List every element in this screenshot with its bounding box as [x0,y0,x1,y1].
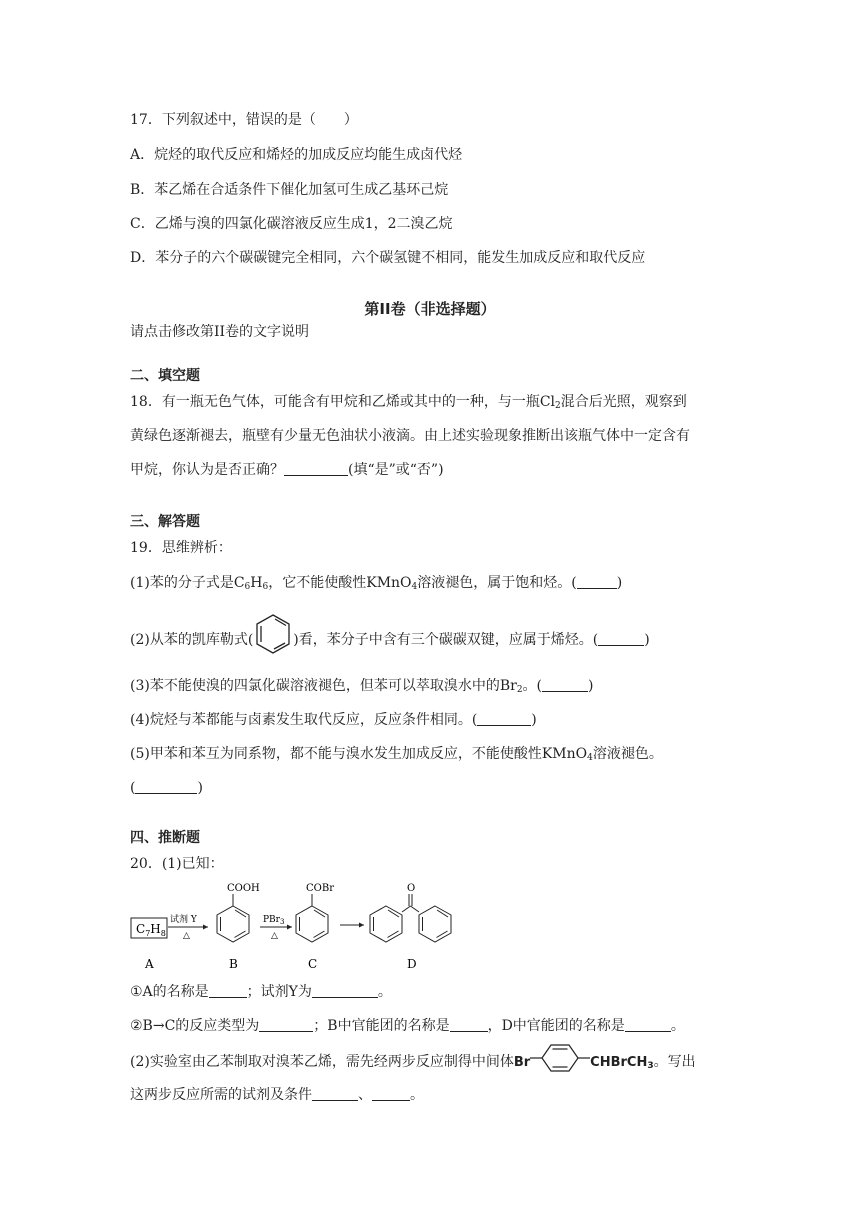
para-phenylene-icon [530,1042,590,1074]
answer-blank[interactable] [598,631,644,646]
reaction-scheme [128,876,478,974]
benzene-kekule-icon [253,612,293,656]
q18-line1: 18．有一瓶无色气体，可能含有甲烷和乙烯或其中的一种，与一瓶$Cl_2$混合后光照，观察到 [130,394,687,411]
q20-part2-line2: 这两步反应所需的试剂及条件 、 。 [130,1087,424,1103]
q19-item-5: (5)甲苯和苯互为同系物，都不能与溴水发生加成反应，不能使酸性KMnO$_4$溶液褪色。 [130,746,663,763]
label-a: A [145,957,154,971]
q17-option-a: A．烷烃的取代反应和烯烃的加成反应均能生成卤代烃 [130,147,463,163]
q18-line3: 甲烷，你认为是否正确？ (填“是”或“否”) [130,462,444,478]
label-d: D [407,957,417,971]
q17-option-d: D．苯分子的六个碳碳键完全相同，六个碳氢键不相同，能发生加成反应和取代反应 [130,250,646,266]
part2-note: 请点击修改第II卷的文字说明 [130,324,310,340]
benzene-ring-d-right [419,906,451,942]
q20-stem: 20．(1)已知： [130,856,224,872]
label-b: B [229,957,238,971]
answer-blank[interactable] [209,983,247,998]
q19-item-1: (1)苯的分子式是$C_6H_6$，它不能使酸性KMnO$_4$溶液褪色，属于饱和烃。( ) [130,575,623,592]
q20-part1-sub1: ①A的名称是 ；试剂Y为 。 [130,984,392,1000]
q18-line2: 黄绿色逐渐褪去，瓶壁有少量无色油状小液滴。由上述实验现象推断出该瓶气体中一定含有 [130,428,690,444]
answer-blank[interactable] [372,1086,410,1101]
answer-blank[interactable] [542,677,588,692]
benzene-ring-c [296,906,328,942]
answer-blank[interactable] [625,1017,671,1032]
group-cooh: COOH [227,883,260,894]
carbonyl-oxygen: O [407,883,416,894]
answer-blank[interactable] [135,779,197,794]
label-c: C [308,957,318,971]
answer-blank[interactable] [577,574,617,589]
q19-item-3: (3)苯不能使溴的四氯化碳溶液褪色，但苯可以萃取溴水中的$Br_2$。( ) [130,678,594,695]
q17-option-b: B．苯乙烯在合适条件下催化加氢可生成乙基环己烷 [130,182,449,198]
q19-item-4: (4)烷烃与苯都能与卤素发生取代反应，反应条件相同。( ) [130,712,537,728]
section-heading-inference: 四、推断题 [130,830,200,846]
answer-blank[interactable] [259,1017,313,1032]
section-heading-answer: 三、解答题 [130,514,200,530]
q19-stem: 19．思维辨析： [130,540,232,556]
group-cobr: COBr [306,883,334,894]
q20-part1-sub2: ②B→C的反应类型为 ；B中官能团的名称是 ，D中官能团的名称是 。 [130,1018,685,1034]
benzene-ring-d-left [370,906,402,942]
reagent-pbr3-label: PBr$_3$ [263,915,285,926]
q19-item-2: (2)从苯的凯库勒式( )看，苯分子中含有三个碳碳双键，应属于烯烃。( ) [130,624,650,656]
benzene-ring-b [217,906,249,942]
reagent-y-label: 试剂 Y [170,915,197,925]
answer-blank[interactable] [477,711,531,726]
q19-item-5-answer: ( ) [130,780,203,796]
q20-part2-line1: (2)实验室由乙苯制取对溴苯乙烯，需先经两步反应制得中间体Br CHBrCH$_3$。写出 [130,1050,696,1076]
compound-a-formula: $C_7H_8$ [136,922,166,938]
q17-option-c: C．乙烯与溴的四氯化碳溶液反应生成1，2二溴乙烷 [130,216,453,232]
heat-symbol-1: △ [183,931,190,941]
answer-blank[interactable] [312,983,378,998]
part2-title: 第II卷（非选择题） [364,300,496,318]
answer-blank[interactable] [312,1086,358,1101]
answer-blank[interactable] [450,1017,488,1032]
heat-symbol-2: △ [271,931,278,941]
section-heading-fill-blank: 二、填空题 [130,368,200,384]
q17-stem: 17．下列叙述中，错误的是（ ） [130,112,358,128]
intermediate-br: Br [513,1055,531,1070]
answer-blank[interactable] [284,461,348,476]
intermediate-chbrch3: CHBrCH$_3$ [590,1055,654,1071]
